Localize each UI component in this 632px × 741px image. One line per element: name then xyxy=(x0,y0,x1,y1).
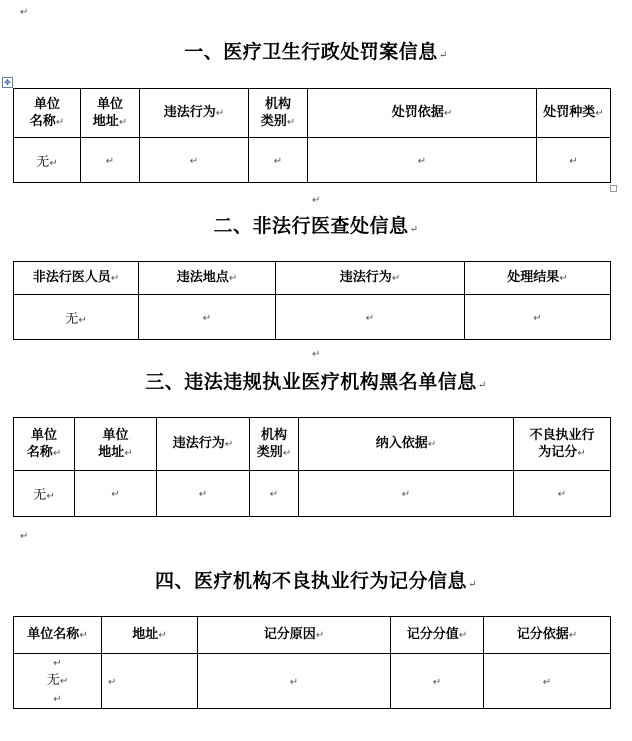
cell-value: ↵ xyxy=(249,138,308,183)
cell-value: ↵ xyxy=(81,138,140,183)
cell-value: ↵ xyxy=(465,295,611,340)
bad-practice-score-table xyxy=(13,616,611,709)
paragraph-mark-icon: ↵ xyxy=(312,195,321,206)
section-4-title: 四、医疗机构不良执业行为记分信息↵ xyxy=(155,570,477,592)
cell-value: ↵ 无↵ ↵ xyxy=(14,654,102,709)
cell-value: 无↵ xyxy=(14,138,81,183)
cell-value: 无↵ xyxy=(14,471,75,517)
paragraph-mark-icon: ↵ xyxy=(477,380,487,391)
cell-value: ↵ xyxy=(484,654,611,709)
cell-value: ↵ xyxy=(250,471,299,517)
illegal-practice-table xyxy=(13,261,611,340)
cell-value: ↵ xyxy=(537,138,611,183)
header-violation: 违法行为↵ xyxy=(276,262,465,295)
paragraph-mark-icon: ↵ xyxy=(20,531,29,542)
header-penalty-type: 处罚种类↵ xyxy=(537,89,611,138)
cell-value: ↵ xyxy=(391,654,484,709)
section-1-title: 一、医疗卫生行政处罚案信息↵ xyxy=(184,41,448,63)
table-move-handle-icon[interactable]: ✥ xyxy=(2,77,13,88)
cell-value: ↵ xyxy=(157,471,250,517)
header-unit-name: 单位 名称↵ xyxy=(14,418,75,471)
header-bad-practice-score: 不良执业行 为记分↵ xyxy=(514,418,611,471)
header-violation: 违法行为↵ xyxy=(140,89,249,138)
paragraph-mark-icon: ↵ xyxy=(409,224,419,235)
cell-value: ↵ xyxy=(308,138,537,183)
cell-value: ↵ xyxy=(102,654,198,709)
cell-value: ↵ xyxy=(140,138,249,183)
header-inclusion-basis: 纳入依据↵ xyxy=(299,418,514,471)
header-unit-name: 单位 名称↵ xyxy=(14,89,81,138)
table-resize-handle[interactable] xyxy=(610,185,617,192)
header-violation-location: 违法地点↵ xyxy=(139,262,276,295)
cell-value: 无↵ xyxy=(14,295,139,340)
header-handling-result: 处理结果↵ xyxy=(465,262,611,295)
paragraph-mark-icon: ↵ xyxy=(438,50,448,61)
section-2-title: 二、非法行医查处信息↵ xyxy=(213,215,419,237)
cell-value: ↵ xyxy=(299,471,514,517)
header-unit-name: 单位名称↵ xyxy=(14,617,102,654)
header-score-reason: 记分原因↵ xyxy=(198,617,391,654)
header-illegal-practitioner: 非法行医人员↵ xyxy=(14,262,139,295)
header-score-value: 记分分值↵ xyxy=(391,617,484,654)
header-org-category: 机构 类别↵ xyxy=(249,89,308,138)
paragraph-mark-icon: ↵ xyxy=(312,349,321,360)
header-score-basis: 记分依据↵ xyxy=(484,617,611,654)
paragraph-mark-icon: ↵ xyxy=(20,7,29,18)
cell-value: ↵ xyxy=(75,471,157,517)
paragraph-mark-icon: ↵ xyxy=(468,579,477,590)
cell-value: ↵ xyxy=(139,295,276,340)
cell-value: ↵ xyxy=(514,471,611,517)
penalty-table xyxy=(13,88,611,183)
header-address: 地址↵ xyxy=(102,617,198,654)
header-unit-address: 单位 地址↵ xyxy=(81,89,140,138)
header-penalty-basis: 处罚依据↵ xyxy=(308,89,537,138)
cell-value: ↵ xyxy=(198,654,391,709)
header-unit-address: 单位 地址↵ xyxy=(75,418,157,471)
header-org-category: 机构 类别↵ xyxy=(250,418,299,471)
cell-value: ↵ xyxy=(276,295,465,340)
blacklist-table xyxy=(13,417,611,517)
section-3-title: 三、违法违规执业医疗机构黑名单信息↵ xyxy=(145,371,487,393)
header-violation: 违法行为↵ xyxy=(157,418,250,471)
